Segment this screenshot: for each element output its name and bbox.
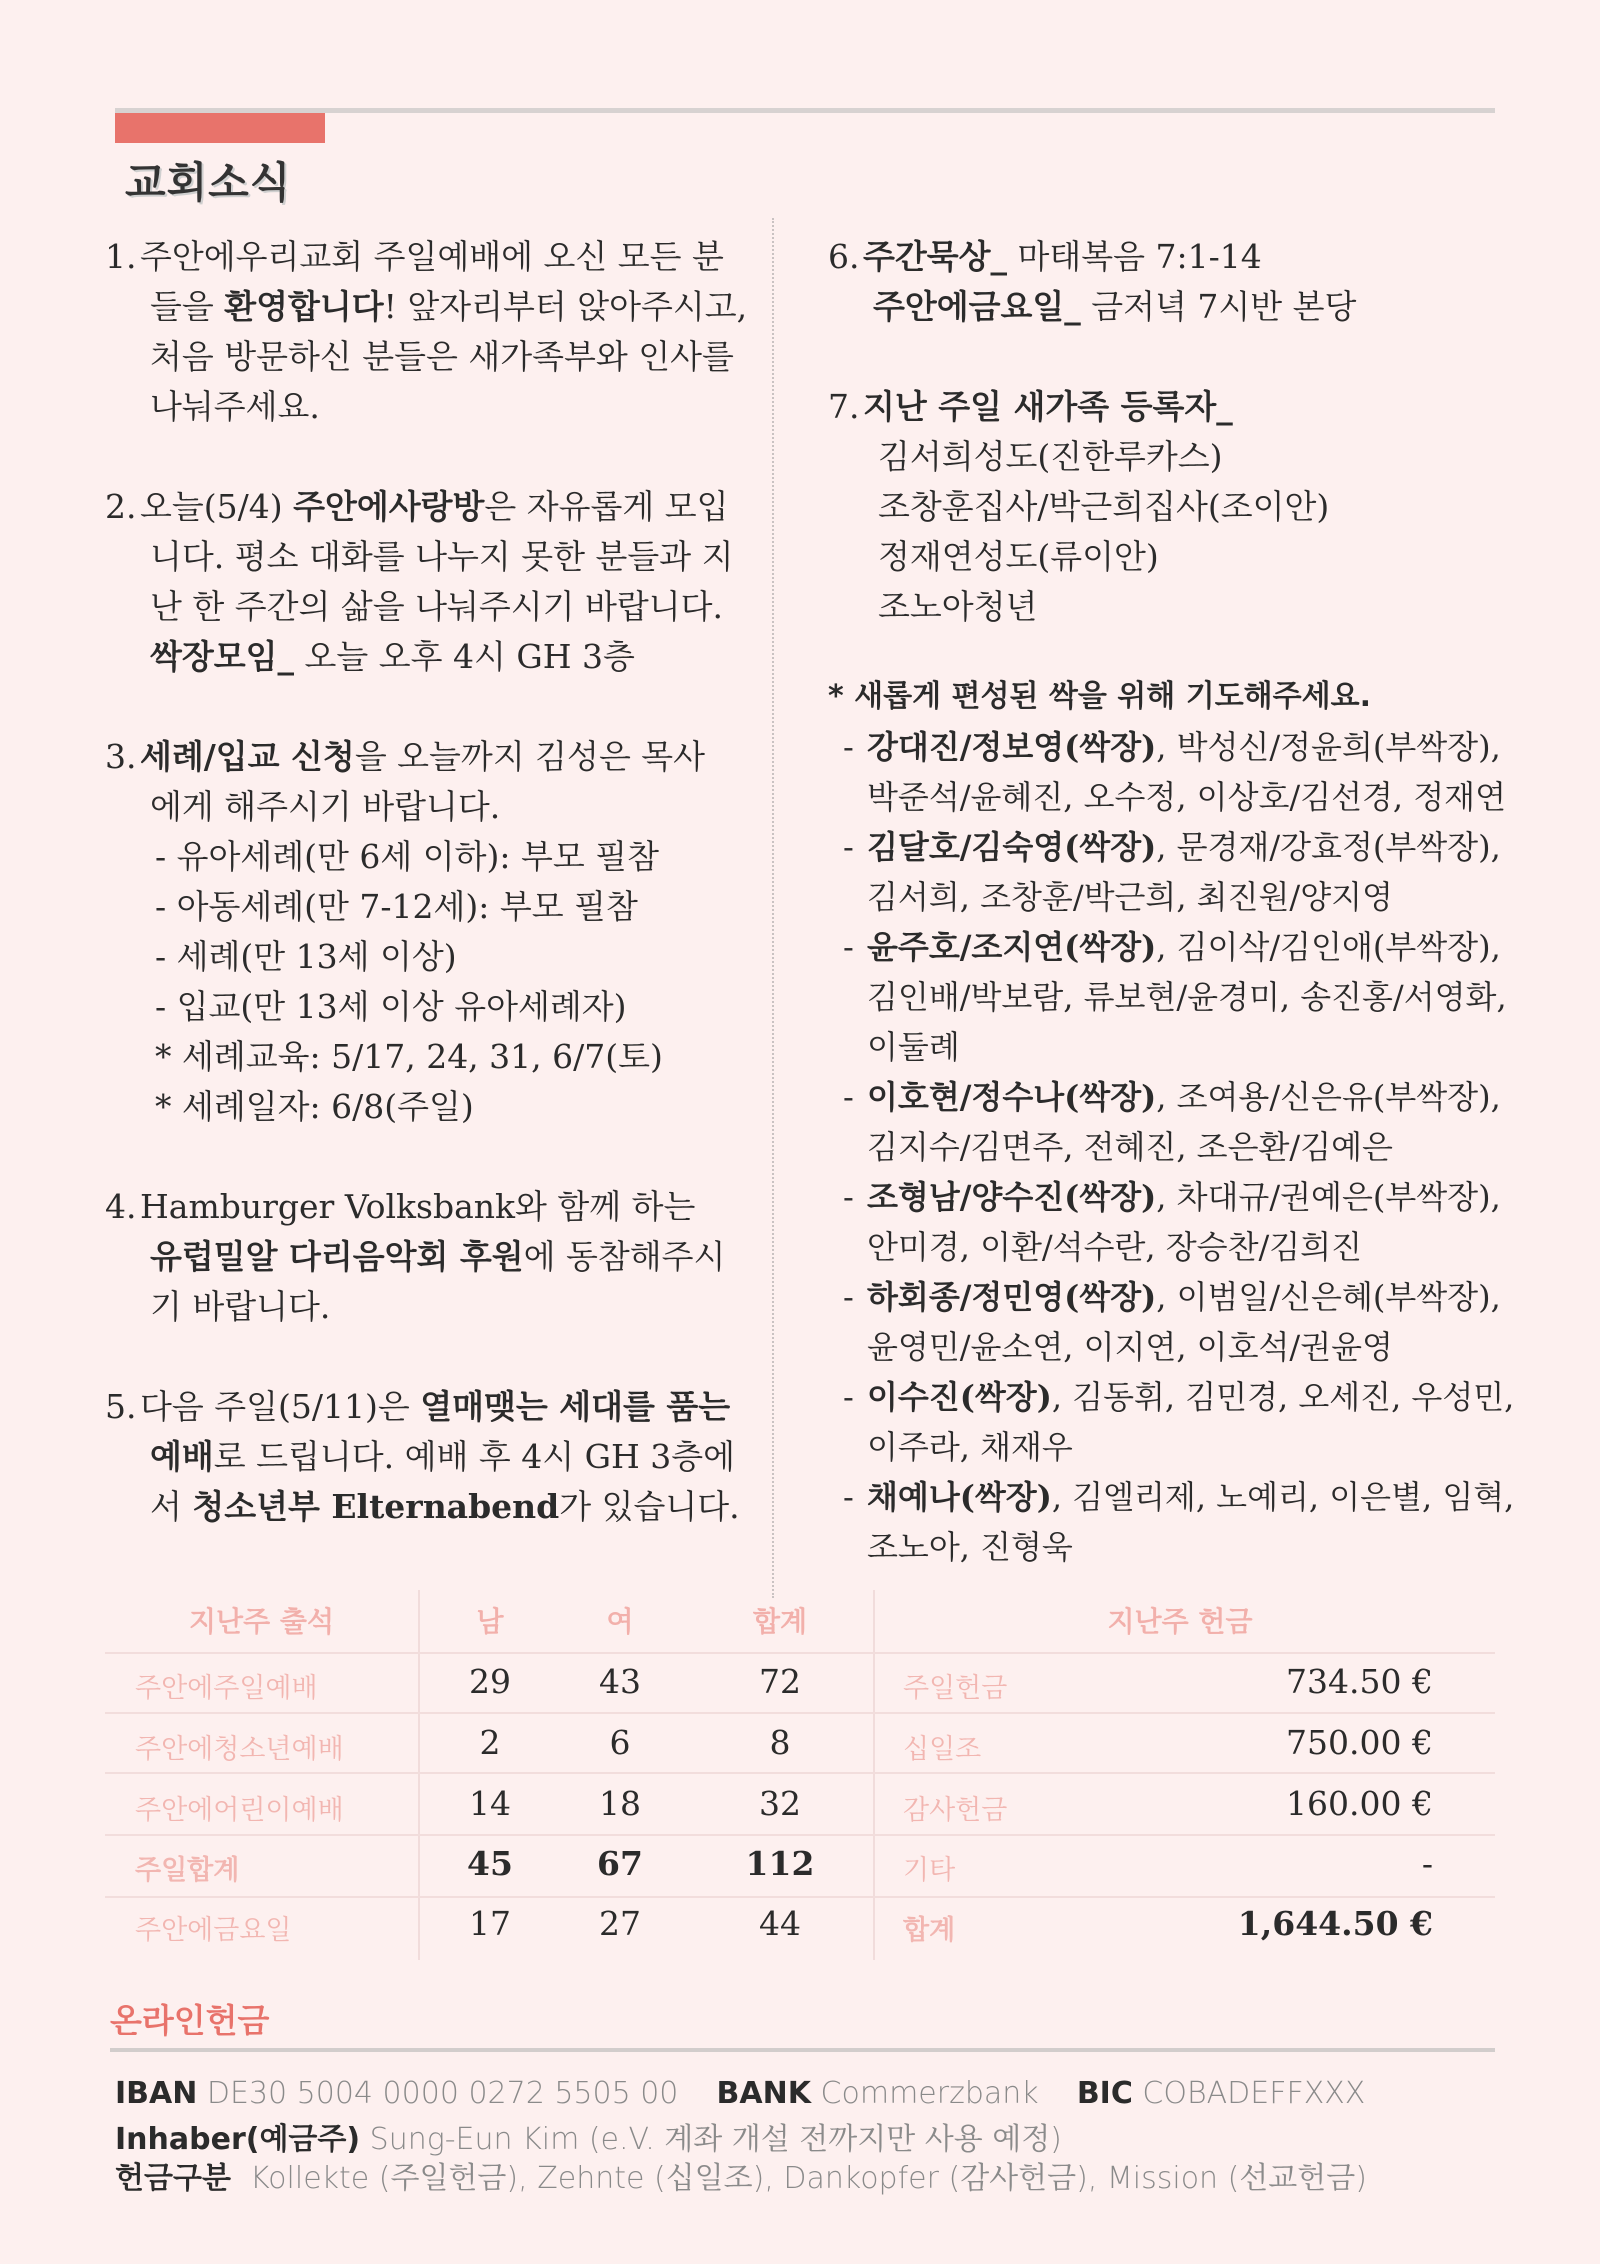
left-column xyxy=(105,232,765,1582)
notice-item-6: 6. 주간묵상_ 마태복음 7:1-14 주안에금요일_ 금저녁 7시반 본당 xyxy=(828,237,1357,326)
grid-line xyxy=(105,1712,1495,1714)
notice-item-4: 4. Hamburger Volksbank와 함께 하는 유럽밀알 다리음악회 후원에 동참해주시 기 바랍니다. xyxy=(105,1187,726,1326)
grid-line xyxy=(105,1834,1495,1836)
column-divider xyxy=(772,218,774,1598)
group-item: - 조형남/양수진(싹장), 차대규/권예은(부싹장), 안미경, 이환/석수란, 장승찬/김희진 xyxy=(843,1178,1501,1266)
grid-line xyxy=(873,1590,875,1960)
new-member: 정재연성도(류이안) xyxy=(878,537,1159,576)
group-item: - 하회종/정민영(싹장), 이범일/신은혜(부싹장), 윤영민/윤소연, 이지연, 이호석/권윤영 xyxy=(843,1278,1501,1366)
notice-item-3: 3. 세례/입교 신청을 오늘까지 김성은 목사 에게 해주시기 바랍니다. - 유아세례(만 6세 이하): 부모 필참 - 아동세례(만 7-12세): 부모 필참 - 세례(만 13세 이상) - 입교(만 13세 이상 유아세례자) * 세례교육: 5/17, 24, 31, 6/7(토) * 세례일자: 6/8(주일) xyxy=(105,737,706,1126)
attendance-cell: 112 xyxy=(745,1844,815,1883)
new-member: 조창훈집사/박근희집사(조이안) xyxy=(878,487,1330,526)
group-item: - 이수진(싹장), 김동휘, 김민경, 오세진, 우성민, 이주라, 채재우 xyxy=(843,1378,1515,1466)
grid-line xyxy=(105,1896,1495,1898)
page-title: 교회소식 xyxy=(125,158,292,207)
header-accent-bar xyxy=(115,113,325,143)
attendance-header: 지난주 출석 xyxy=(189,1605,334,1638)
new-member: 김서희성도(진한루카스) xyxy=(878,437,1223,476)
attendance-cell: 43 xyxy=(599,1662,641,1701)
col-female-header: 여 xyxy=(606,1605,634,1638)
attendance-row-label: 주안에청소년예배 xyxy=(135,1734,344,1765)
offering-total: 1,644.50 € xyxy=(1237,1904,1433,1943)
group-item: - 김달호/김숙영(싹장), 문경재/강효정(부싹장), 김서희, 조창훈/박근희, 최진원/양지영 xyxy=(843,828,1501,916)
attendance-cell: 27 xyxy=(599,1904,641,1943)
grid-line xyxy=(418,1590,420,1960)
grid-line xyxy=(105,1652,1495,1654)
new-member: 조노아청년 xyxy=(878,587,1038,626)
attendance-row-label: 주일합계 xyxy=(135,1855,240,1886)
offering-amount: - xyxy=(1421,1844,1433,1883)
attendance-cell: 2 xyxy=(479,1723,501,1762)
attendance-cell: 67 xyxy=(597,1844,643,1883)
offering-row-label: 십일조 xyxy=(903,1734,982,1765)
attendance-cell: 14 xyxy=(469,1784,511,1823)
offering-types-line: 헌금구분 Kollekte (주일헌금), Zehnte (십일조), Dankopfer (감사헌금), Mission (선교헌금) xyxy=(115,2161,1367,2196)
attendance-cell: 18 xyxy=(599,1784,641,1823)
iban-value: DE30 5004 0000 0272 5505 00 xyxy=(206,2076,679,2111)
group-item: - 윤주호/조지연(싹장), 김이삭/김인애(부싹장), 김인배/박보람, 류보현/윤경미, 송진홍/서영화, 이둘례 xyxy=(843,928,1507,1066)
attendance-cell: 6 xyxy=(609,1723,631,1762)
attendance-cell: 8 xyxy=(769,1723,791,1762)
offering-amount: 750.00 € xyxy=(1286,1723,1433,1762)
offering-header: 지난주 헌금 xyxy=(1107,1605,1253,1638)
attendance-row-label: 주안에금요일 xyxy=(135,1915,292,1946)
group-item: - 강대진/정보영(싹장), 박성신/정윤희(부싹장), 박준석/윤혜진, 오수정, 이상호/김선경, 정재연 xyxy=(843,728,1507,816)
attendance-row-label: 주안에어린이예배 xyxy=(135,1795,344,1826)
attendance-row-label: 주안에주일예배 xyxy=(135,1673,318,1704)
notice-item-5: 5. 다음 주일(5/11)은 열매맺는 세대를 품는 예배로 드립니다. 예배 후 4시 GH 3층에 서 청소년부 Elternabend가 있습니다. xyxy=(105,1387,740,1526)
offering-row-label: 합계 xyxy=(903,1915,956,1946)
group-item: - 이호현/정수나(싹장), 조여용/신은유(부싹장), 김지수/김면주, 전혜진, 조은환/김예은 xyxy=(843,1078,1501,1166)
notice-item-1: 1. 주안에우리교회 주일예배에 오신 모든 분 들을 환영합니다! 앞자리부터 앉아주시고, 처음 방문하신 분들은 새가족부와 인사를 나눠주세요. xyxy=(105,237,748,426)
bank-info-line: IBAN DE30 5004 0000 0272 5505 00 BANK Commerzbank BIC COBADEFFXXX xyxy=(115,2076,1366,2111)
attendance-cell: 72 xyxy=(759,1662,801,1701)
attendance-cell: 45 xyxy=(467,1844,513,1883)
attendance-cell: 44 xyxy=(759,1904,801,1943)
notice-item-7: 7. 지난 주일 새가족 등록자_ 김서희성도(진한루카스) 조창훈집사/박근희집사(조이안) 정재연성도(류이안) 조노아청년 xyxy=(828,382,1528,632)
notice-item-2: 2. 오늘(5/4) 주안에사랑방은 자유롭게 모입 니다. 평소 대화를 나누지 못한 분들과 지 난 한 주간의 삶을 나눠주시기 바랍니다. 싹장모임_ 오늘 오후 4시 GH 3층 xyxy=(105,487,734,676)
offering-amount: 160.00 € xyxy=(1286,1784,1433,1823)
attendance-cell: 17 xyxy=(469,1904,511,1943)
offering-row-label: 기타 xyxy=(903,1855,956,1886)
right-column xyxy=(828,232,1528,1572)
attendance-cell: 29 xyxy=(469,1662,511,1701)
group-item: - 채예나(싹장), 김엘리제, 노예리, 이은별, 임혁, 조노아, 진형욱 xyxy=(843,1478,1515,1566)
col-total-header: 합계 xyxy=(752,1605,808,1638)
grid-line xyxy=(105,1772,1495,1774)
attendance-cell: 32 xyxy=(759,1784,801,1823)
group-list xyxy=(843,722,1528,1572)
prayer-title: * 새롭게 편성된 싹을 위해 기도해주세요. xyxy=(828,679,1371,714)
holder-line: Inhaber(예금주) Sung-Eun Kim (e.V. 계좌 개설 전까지만 사용 예정) xyxy=(115,2122,1062,2157)
col-male-header: 남 xyxy=(476,1605,504,1638)
offering-row-label: 주일헌금 xyxy=(903,1673,1008,1704)
online-offering-title: 온라인헌금 xyxy=(110,2001,270,2040)
offering-row-label: 감사헌금 xyxy=(903,1795,1008,1826)
offering-amount: 734.50 € xyxy=(1286,1662,1433,1701)
footer-rule xyxy=(110,2048,1495,2052)
